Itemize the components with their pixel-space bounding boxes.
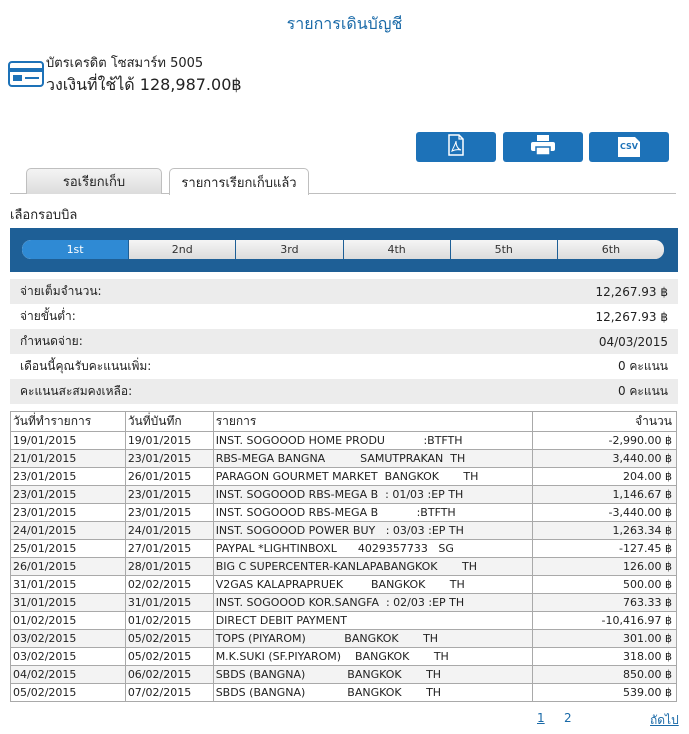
tab-unbilled[interactable]: รอเรียกเก็บ	[26, 168, 162, 194]
cell-amount: 204.00 ฿	[533, 468, 677, 486]
header-description: รายการ	[213, 412, 533, 432]
table-row	[11, 648, 677, 666]
header-amount: จำนวน	[533, 412, 677, 432]
summary-row	[10, 379, 678, 404]
cell-description: SBDS (BANGNA) BANGKOK TH	[213, 684, 533, 702]
summary-label: จ่ายขั้นต่ำ:	[20, 309, 76, 323]
cell-description: PAYPAL *LIGHTINBOXL 4029357733 SG	[213, 540, 533, 558]
csv-label: CSV	[620, 142, 638, 151]
cell-posting-date: 24/01/2015	[125, 522, 213, 540]
cell-transaction-date: 24/01/2015	[11, 522, 126, 540]
summary-label: จ่ายเต็มจำนวน:	[20, 284, 102, 298]
cell-amount: -127.45 ฿	[533, 540, 677, 558]
cell-description: INST. SOGOOOD KOR.SANGFA : 02/03 :EP TH	[213, 594, 533, 612]
summary-label: คะแนนสะสมคงเหลือ:	[20, 384, 133, 398]
table-header-row	[11, 412, 677, 432]
cell-amount: -3,440.00 ฿	[533, 504, 677, 522]
summary-row	[10, 354, 678, 379]
cycle-option-2nd[interactable]: 2nd	[129, 240, 236, 259]
table-row	[11, 630, 677, 648]
table-row	[11, 522, 677, 540]
cell-transaction-date: 23/01/2015	[11, 486, 126, 504]
card-name: บัตรเครดิต โซสมาร์ท 5005	[46, 56, 204, 71]
cell-transaction-date: 26/01/2015	[11, 558, 126, 576]
cycle-option-5th[interactable]: 5th	[451, 240, 558, 259]
cell-description: DIRECT DEBIT PAYMENT	[213, 612, 533, 630]
printer-icon	[530, 134, 556, 160]
billing-cycle-track	[22, 240, 664, 259]
cycle-option-3rd[interactable]: 3rd	[236, 240, 343, 259]
table-row	[11, 468, 677, 486]
billing-cycle-selector	[10, 228, 678, 272]
page-link-1[interactable]: 1	[537, 711, 545, 725]
cell-description: RBS-MEGA BANGNA SAMUTPRAKAN TH	[213, 450, 533, 468]
cell-amount: 500.00 ฿	[533, 576, 677, 594]
table-row	[11, 594, 677, 612]
cell-amount: 126.00 ฿	[533, 558, 677, 576]
cell-description: V2GAS KALAPRAPRUEK BANGKOK TH	[213, 576, 533, 594]
cell-posting-date: 06/02/2015	[125, 666, 213, 684]
cell-posting-date: 23/01/2015	[125, 486, 213, 504]
tab-billed[interactable]: รายการเรียกเก็บแล้ว	[169, 168, 309, 195]
next-page-link[interactable]: ถัดไป	[650, 713, 679, 727]
cell-posting-date: 01/02/2015	[125, 612, 213, 630]
table-row	[11, 504, 677, 522]
cell-amount: 318.00 ฿	[533, 648, 677, 666]
summary-value: 12,267.93 ฿	[595, 309, 668, 324]
cell-amount: -10,416.97 ฿	[533, 612, 677, 630]
cell-amount: 850.00 ฿	[533, 666, 677, 684]
cell-description: M.K.SUKI (SF.PIYAROM) BANGKOK TH	[213, 648, 533, 666]
cell-amount: 1,146.67 ฿	[533, 486, 677, 504]
table-row	[11, 666, 677, 684]
table-row	[11, 540, 677, 558]
cell-description: BIG C SUPERCENTER-KANLAPABANGKOK TH	[213, 558, 533, 576]
cell-posting-date: 05/02/2015	[125, 630, 213, 648]
cell-description: INST. SOGOOOD POWER BUY : 03/03 :EP TH	[213, 522, 533, 540]
table-row	[11, 432, 677, 450]
cell-posting-date: 26/01/2015	[125, 468, 213, 486]
table-row	[11, 558, 677, 576]
export-pdf-button[interactable]	[416, 132, 496, 162]
card-info	[8, 52, 44, 88]
cell-posting-date: 23/01/2015	[125, 504, 213, 522]
credit-card-icon	[8, 60, 44, 88]
cell-transaction-date: 03/02/2015	[11, 630, 126, 648]
cell-transaction-date: 31/01/2015	[11, 576, 126, 594]
cell-posting-date: 27/01/2015	[125, 540, 213, 558]
transactions-table	[10, 411, 677, 702]
cell-transaction-date: 23/01/2015	[11, 504, 126, 522]
summary-row	[10, 279, 678, 304]
summary-value: 12,267.93 ฿	[595, 284, 668, 299]
available-limit: วงเงินที่ใช้ได้ 128,987.00฿	[46, 75, 242, 94]
pdf-icon	[447, 134, 465, 160]
cycle-option-4th[interactable]: 4th	[344, 240, 451, 259]
cell-amount: 539.00 ฿	[533, 684, 677, 702]
cell-description: INST. SOGOOOD RBS-MEGA B : 01/03 :EP TH	[213, 486, 533, 504]
cell-posting-date: 23/01/2015	[125, 450, 213, 468]
statement-tabs	[10, 168, 676, 194]
cell-amount: 3,440.00 ฿	[533, 450, 677, 468]
page-title: รายการเดินบัญชี	[286, 14, 403, 33]
header-posting-date: วันที่บันทึก	[125, 412, 213, 432]
cell-transaction-date: 25/01/2015	[11, 540, 126, 558]
summary-row	[10, 304, 678, 329]
cell-amount: -2,990.00 ฿	[533, 432, 677, 450]
cell-transaction-date: 01/02/2015	[11, 612, 126, 630]
table-row	[11, 576, 677, 594]
cell-transaction-date: 21/01/2015	[11, 450, 126, 468]
cell-description: INST. SOGOOOD HOME PRODU :BTFTH	[213, 432, 533, 450]
transactions-body	[11, 432, 677, 702]
cycle-option-1st[interactable]: 1st	[22, 240, 129, 259]
pagination	[0, 711, 689, 727]
cell-transaction-date: 03/02/2015	[11, 648, 126, 666]
table-row	[11, 486, 677, 504]
cell-transaction-date: 05/02/2015	[11, 684, 126, 702]
cell-posting-date: 28/01/2015	[125, 558, 213, 576]
page-link-2[interactable]: 2	[564, 711, 572, 725]
summary-label: เดือนนี้คุณรับคะแนนเพิ่ม:	[20, 359, 152, 373]
cell-transaction-date: 23/01/2015	[11, 468, 126, 486]
cell-transaction-date: 19/01/2015	[11, 432, 126, 450]
summary-value: 0 คะแนน	[617, 384, 668, 398]
table-row	[11, 612, 677, 630]
summary-row	[10, 329, 678, 354]
cell-transaction-date: 04/02/2015	[11, 666, 126, 684]
statement-summary	[10, 279, 678, 404]
cell-description: PARAGON GOURMET MARKET BANGKOK TH	[213, 468, 533, 486]
cell-posting-date: 07/02/2015	[125, 684, 213, 702]
print-button[interactable]	[503, 132, 583, 162]
summary-label: กำหนดจ่าย:	[20, 334, 83, 348]
cell-posting-date: 19/01/2015	[125, 432, 213, 450]
cell-transaction-date: 31/01/2015	[11, 594, 126, 612]
summary-value: 04/03/2015	[598, 334, 668, 349]
table-row	[11, 684, 677, 702]
cell-posting-date: 02/02/2015	[125, 576, 213, 594]
cell-posting-date: 05/02/2015	[125, 648, 213, 666]
cell-description: INST. SOGOOOD RBS-MEGA B :BTFTH	[213, 504, 533, 522]
cell-description: SBDS (BANGNA) BANGKOK TH	[213, 666, 533, 684]
billing-cycle-label: เลือกรอบบิล	[10, 208, 78, 223]
export-csv-button[interactable]	[589, 132, 669, 162]
cell-amount: 763.33 ฿	[533, 594, 677, 612]
cell-posting-date: 31/01/2015	[125, 594, 213, 612]
summary-value: 0 คะแนน	[617, 359, 668, 373]
csv-icon	[617, 136, 641, 158]
cell-amount: 1,263.34 ฿	[533, 522, 677, 540]
header-transaction-date: วันที่ทำรายการ	[11, 412, 126, 432]
cell-description: TOPS (PIYAROM) BANGKOK TH	[213, 630, 533, 648]
cell-amount: 301.00 ฿	[533, 630, 677, 648]
table-row	[11, 450, 677, 468]
cycle-option-6th[interactable]: 6th	[558, 240, 664, 259]
